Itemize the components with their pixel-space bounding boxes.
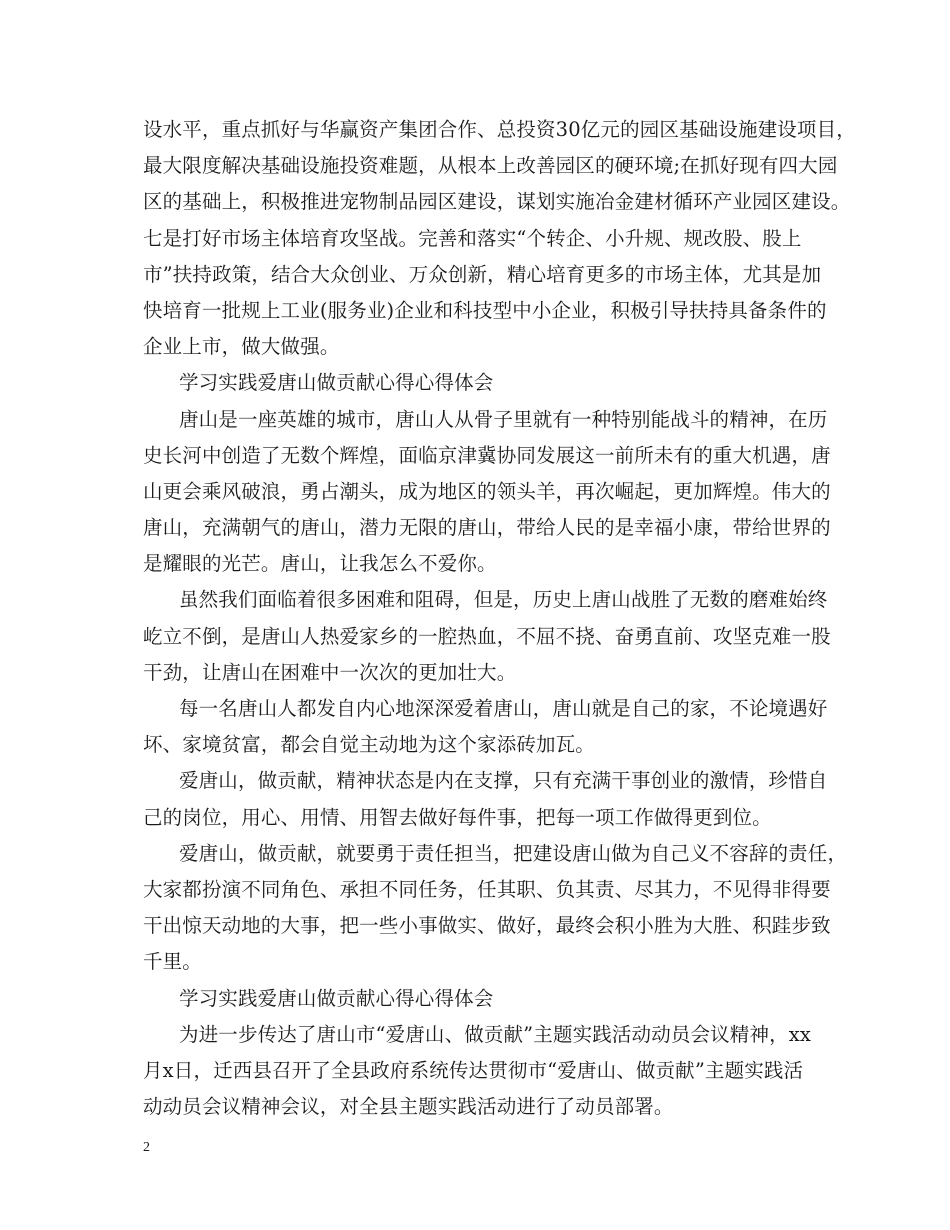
document-body — [143, 112, 856, 1125]
text-line: 市”扶持政策，结合大众创业、万众创新，精心培育更多的市场主体，尤其是加 — [143, 262, 822, 286]
page-number: 2 — [143, 1140, 150, 1155]
text-line: 己的岗位，用心、用情、用智去做好每件事，把每一项工作做得更到位。 — [143, 805, 772, 829]
text-line: 快培育一批规上工业(服务业)企业和科技型中小企业，积极引导扶持具备条件的 — [143, 298, 827, 322]
text-line: 七是打好市场主体培育攻坚战。完善和落实“个转企、小升规、规改股、股上 — [143, 226, 802, 250]
text-line: 大家都扮演不同角色、承担不同任务，任其职、负其责、尽其力，不见得非得要 — [143, 877, 831, 901]
text-line: 唐山，充满朝气的唐山，潜力无限的唐山，带给人民的是幸福小康，带给世界的 — [143, 516, 831, 540]
text-line: 坏、家境贫富，都会自觉主动地为这个家添砖加瓦。 — [143, 733, 595, 757]
text-line: 干劲，让唐山在困难中一次次的更加壮大。 — [143, 660, 517, 684]
text-line: 区的基础上，积极推进宠物制品园区建设，谋划实施冶金建材循环产业园区建设。 — [143, 190, 851, 214]
text-line: 为进一步传达了唐山市“爱唐山、做贡献”主题实践活动动员会议精神，xx — [179, 1022, 812, 1046]
text-line: 虽然我们面临着很多困难和阻碍，但是，历史上唐山战胜了无数的磨难始终 — [179, 588, 828, 612]
text-line: 爱唐山，做贡献，就要勇于责任担当，把建设唐山做为自己义不容辞的责任， — [179, 841, 848, 865]
text-line: 设水平，重点抓好与华赢资产集团合作、总投资30亿元的园区基础设施建设项目， — [143, 118, 856, 141]
text-line: 史长河中创造了无数个辉煌，面临京津冀协同发展这一前所未有的重大机遇，唐 — [143, 443, 831, 467]
text-line: 是耀眼的光芒。唐山，让我怎么不爱你。 — [143, 552, 497, 576]
text-line: 每一名唐山人都发自内心地深深爱着唐山，唐山就是自己的家，不论境遇好 — [179, 697, 828, 720]
text-line: 山更会乘风破浪，勇占潮头，成为地区的领头羊，再次崛起，更加辉煌。伟大的 — [143, 479, 831, 503]
text-line: 动动员会议精神会议，对全县主题实践活动进行了动员部署。 — [143, 1095, 674, 1119]
text-line: 千里。 — [143, 950, 202, 974]
text-line: 企业上市，做大做强。 — [143, 335, 340, 359]
text-line: 月x日，迁西县召开了全县政府系统传达贯彻市“爱唐山、做贡献”主题实践活 — [143, 1058, 804, 1082]
text-line: 爱唐山，做贡献，精神状态是内在支撑，只有充满干事创业的激情，珍惜自 — [179, 769, 828, 793]
text-line: 干出惊天动地的大事，把一些小事做实、做好，最终会积小胜为大胜、积跬步致 — [143, 914, 831, 938]
text-line: 屹立不倒，是唐山人热爱家乡的一腔热血，不屈不挠、奋勇直前、攻坚克难一股 — [143, 624, 831, 648]
section-heading: 学习实践爱唐山做贡献心得心得体会 — [179, 986, 494, 1010]
section-heading: 学习实践爱唐山做贡献心得心得体会 — [179, 371, 494, 395]
text-line: 唐山是一座英雄的城市，唐山人从骨子里就有一种特别能战斗的精神，在历 — [179, 407, 828, 431]
text-line: 最大限度解决基础设施投资难题，从根本上改善园区的硬环境;在抓好现有四大园 — [143, 154, 838, 178]
